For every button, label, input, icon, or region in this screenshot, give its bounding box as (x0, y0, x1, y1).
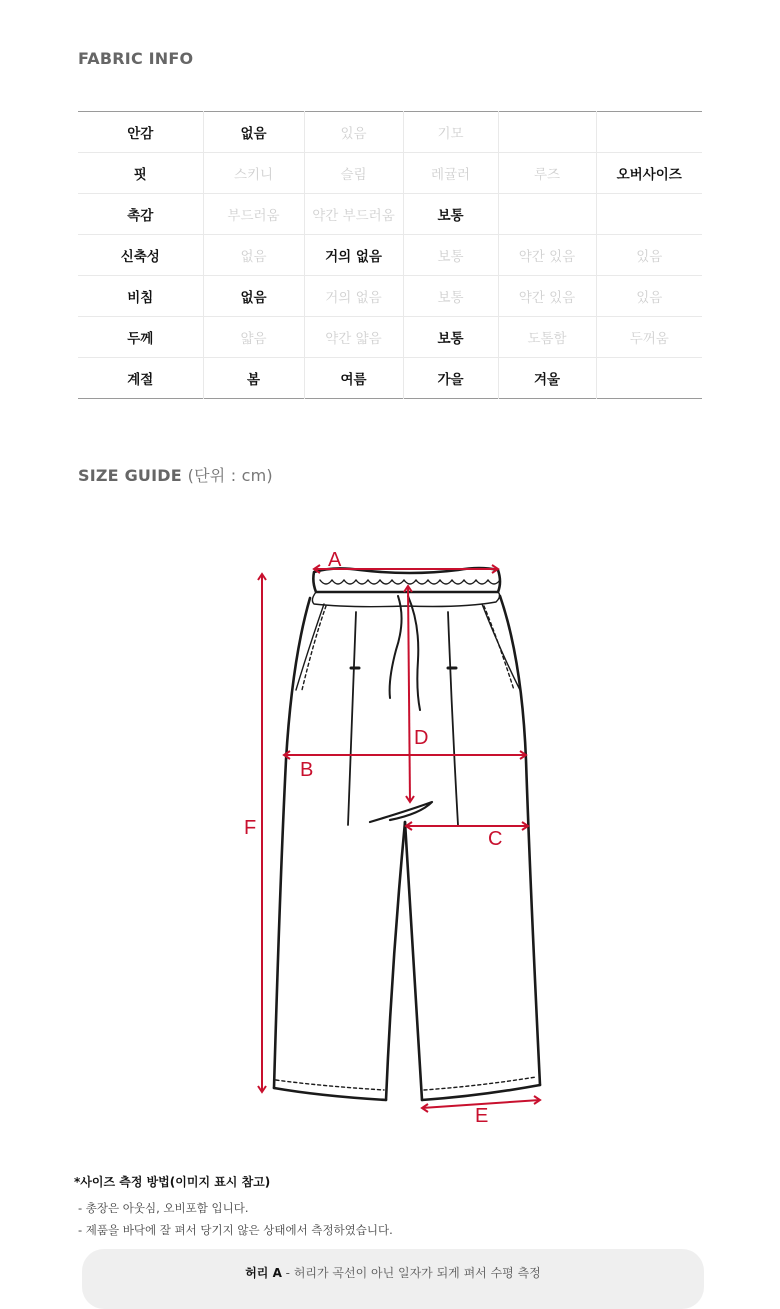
fabric-option: 보통 (403, 194, 498, 235)
fabric-row (78, 153, 702, 194)
pants-measurement-diagram (230, 540, 560, 1140)
fabric-row-label: 비침 (78, 276, 203, 317)
fabric-option: 얇음 (203, 317, 304, 358)
fabric-row-label: 계절 (78, 358, 203, 399)
fabric-option: 레귤러 (403, 153, 498, 194)
fabric-row (78, 317, 702, 358)
measure-note: - 총장은 아웃심, 오비포함 입니다. (78, 1201, 249, 1215)
fabric-row-label: 두께 (78, 317, 203, 358)
fabric-option: 가을 (403, 358, 498, 399)
fabric-row (78, 358, 702, 399)
fabric-row (78, 112, 702, 153)
fabric-option: 오버사이즈 (596, 153, 702, 194)
fabric-option: 보통 (403, 317, 498, 358)
fabric-row-label: 신축성 (78, 235, 203, 276)
fabric-row (78, 276, 702, 317)
label-b: B (300, 759, 314, 781)
label-c: C (488, 828, 503, 850)
fabric-option: 겨울 (498, 358, 596, 399)
size-guide-title (78, 463, 273, 486)
fabric-option: 있음 (304, 112, 403, 153)
label-d: D (414, 727, 429, 749)
fabric-option: 두꺼움 (596, 317, 702, 358)
fabric-option: 없음 (203, 112, 304, 153)
fabric-option: 루즈 (498, 153, 596, 194)
fabric-option: 없음 (203, 276, 304, 317)
measure-line-d (408, 586, 410, 802)
fabric-option: 약간 있음 (498, 276, 596, 317)
fabric-info-title: FABRIC INFO (78, 49, 194, 68)
fabric-info-table (78, 111, 702, 399)
fabric-option: 약간 있음 (498, 235, 596, 276)
waist-measure-label: 허리 A (245, 1266, 282, 1280)
fabric-row (78, 235, 702, 276)
label-a: A (328, 549, 342, 571)
fabric-row-label: 안감 (78, 112, 203, 153)
fabric-option (498, 194, 596, 235)
size-guide-unit: (단위 : cm) (187, 466, 273, 485)
label-e: E (475, 1105, 489, 1127)
fabric-row-label: 핏 (78, 153, 203, 194)
fabric-option: 약간 부드러움 (304, 194, 403, 235)
label-f: F (244, 817, 257, 839)
fabric-option: 거의 없음 (304, 276, 403, 317)
fabric-option: 기모 (403, 112, 498, 153)
fabric-option: 여름 (304, 358, 403, 399)
fabric-option: 보통 (403, 235, 498, 276)
fabric-option: 거의 없음 (304, 235, 403, 276)
fabric-option: 슬림 (304, 153, 403, 194)
measure-method-title: *사이즈 측정 방법(이미지 표시 참고) (74, 1175, 271, 1189)
waist-measure-box (82, 1249, 704, 1309)
fabric-option: 있음 (596, 235, 702, 276)
measure-method (74, 1173, 393, 1244)
size-guide-heading: SIZE GUIDE (78, 466, 182, 485)
fabric-row (78, 194, 702, 235)
fabric-option (596, 112, 702, 153)
fabric-option (596, 194, 702, 235)
waist-measure-text: - 허리가 곡선이 아닌 일자가 되게 펴서 수평 측정 (281, 1266, 541, 1280)
fabric-option (596, 358, 702, 399)
fabric-option: 약간 얇음 (304, 317, 403, 358)
measure-note: - 제품을 바닥에 잘 펴서 당기지 않은 상태에서 측정하였습니다. (78, 1223, 393, 1237)
fabric-option: 도톰함 (498, 317, 596, 358)
fabric-option: 봄 (203, 358, 304, 399)
fabric-option (498, 112, 596, 153)
fabric-option: 보통 (403, 276, 498, 317)
fabric-option: 있음 (596, 276, 702, 317)
fabric-option: 부드러움 (203, 194, 304, 235)
fabric-option: 없음 (203, 235, 304, 276)
fabric-row-label: 촉감 (78, 194, 203, 235)
fabric-option: 스키니 (203, 153, 304, 194)
